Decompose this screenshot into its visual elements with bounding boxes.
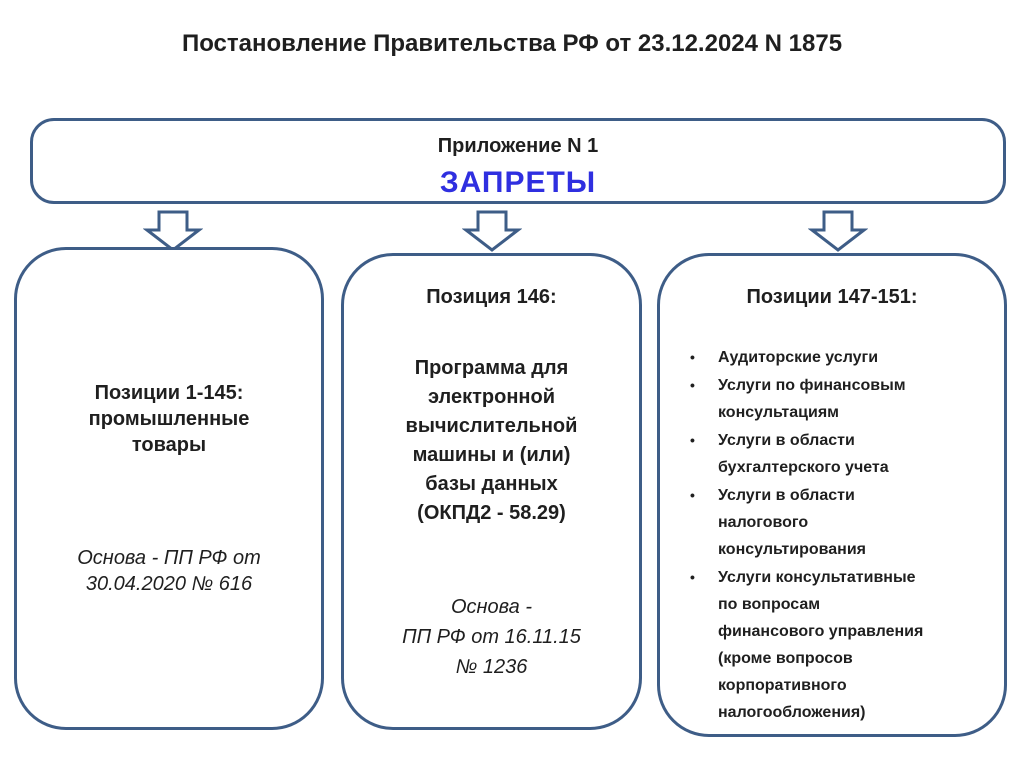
industrial-goods-heading: Позиции 1-145: промышленные товары [88, 382, 250, 456]
software-box [341, 253, 642, 730]
appendix-box [30, 118, 1006, 204]
bullet-icon: • [690, 487, 695, 503]
bullet-icon: • [690, 349, 695, 365]
list-item: • Услуги консультативные по вопросам финансового управления (кроме вопросов корпоративного налогообложения) [688, 564, 992, 726]
industrial-goods-box [14, 247, 324, 730]
bullet-icon: • [690, 569, 695, 585]
bullet-icon: • [690, 432, 695, 448]
list-item: • Аудиторские услуги [688, 344, 992, 371]
software-basis: Основа - ПП РФ от 16.11.15 № 1236 [402, 596, 581, 678]
down-arrow-icon [143, 210, 203, 252]
bullet-icon: • [690, 377, 695, 393]
list-item: • Услуги в области бухгалтерского учета [688, 427, 992, 481]
list-item: • Услуги в области налогового консультирования [688, 482, 992, 563]
services-heading: Позиции 147-151: [746, 286, 918, 308]
list-item: • Услуги по финансовым консультациям [688, 372, 992, 426]
appendix-heading: ЗАПРЕТЫ [439, 166, 597, 199]
appendix-subtitle: Приложение N 1 [437, 135, 599, 157]
industrial-goods-basis: Основа - ПП РФ от 30.04.2020 № 616 [77, 547, 261, 595]
down-arrow-icon [808, 210, 868, 252]
software-description: Программа для электронной вычислительной машины и (или) базы данных (ОКПД2 - 58.29) [405, 357, 578, 524]
down-arrow-icon [462, 210, 522, 252]
services-list [688, 344, 992, 727]
services-box [657, 253, 1007, 737]
page-title: Постановление Правительства РФ от 23.12.2024 N 1875 [181, 30, 843, 57]
software-heading: Позиция 146: [426, 286, 557, 308]
